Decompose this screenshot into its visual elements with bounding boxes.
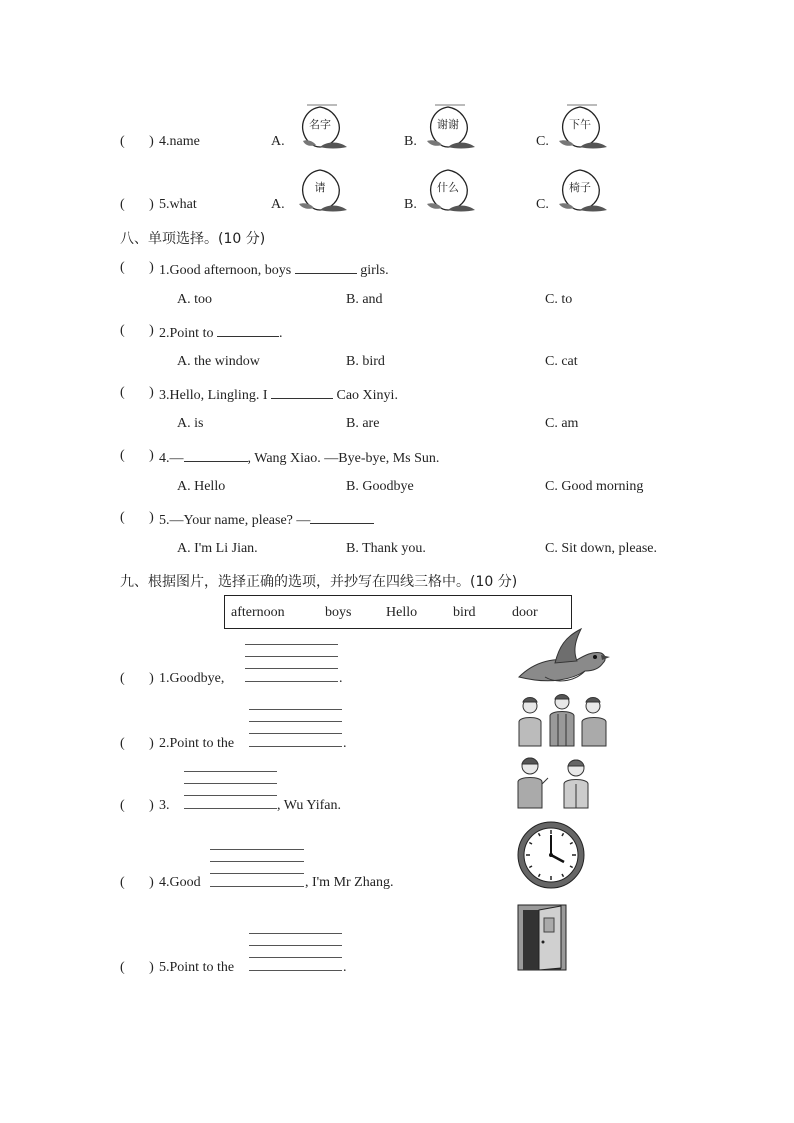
peach-label: 请 xyxy=(314,181,326,194)
question-stem-start: 2.Point to the xyxy=(159,736,235,751)
option-c[interactable]: C. cat xyxy=(545,354,578,369)
word-bank-item: bird xyxy=(453,605,476,620)
peach-label: 椅子 xyxy=(569,181,591,194)
question-stem-end: . xyxy=(339,671,343,686)
option-b[interactable]: B. are xyxy=(346,416,380,431)
option-c[interactable]: C. to xyxy=(545,292,573,307)
peach-option-a[interactable] xyxy=(299,101,349,149)
option-b[interactable]: B. Thank you. xyxy=(346,541,426,556)
word-bank-item: Hello xyxy=(386,605,418,620)
option-c[interactable]: C. Sit down, please. xyxy=(545,541,657,556)
question-stem: 4.name xyxy=(159,134,200,149)
option-a-label: A. xyxy=(271,197,285,212)
peach-label: 下午 xyxy=(569,118,591,131)
answer-paren[interactable]: ( ) xyxy=(120,197,154,212)
question-stem-end: . xyxy=(343,736,347,751)
option-c-label: C. xyxy=(536,134,549,149)
peach-option-c[interactable] xyxy=(559,164,609,212)
question-stem: 4.— , Wang Xiao. —Bye‑bye, Ms Sun. xyxy=(159,448,439,467)
answer-paren[interactable]: ( ) xyxy=(120,510,154,525)
boys-picture-icon xyxy=(516,692,610,748)
answer-blank[interactable] xyxy=(217,323,279,337)
option-a[interactable]: A. Hello xyxy=(177,479,226,494)
option-c-label: C. xyxy=(536,197,549,212)
peach-option-a[interactable] xyxy=(299,164,349,212)
word-bank-item: afternoon xyxy=(231,605,285,620)
section-8-title: 八、单项选择。(10 分) xyxy=(120,231,266,247)
word-bank xyxy=(224,595,572,629)
option-b-label: B. xyxy=(404,134,417,149)
word-bank-item: boys xyxy=(325,605,352,620)
clock-icon xyxy=(516,821,586,889)
answer-paren[interactable]: ( ) xyxy=(120,671,154,686)
peach-option-b[interactable] xyxy=(427,101,477,149)
option-b-label: B. xyxy=(404,197,417,212)
answer-paren[interactable]: ( ) xyxy=(120,260,154,275)
answer-blank[interactable] xyxy=(295,260,357,274)
option-a[interactable]: A. is xyxy=(177,416,204,431)
peach-label: 名字 xyxy=(309,118,331,131)
peach-label: 谢谢 xyxy=(437,118,459,131)
answer-paren[interactable]: ( ) xyxy=(120,134,154,149)
answer-blank[interactable] xyxy=(184,448,248,462)
question-stem-end: , Wu Yifan. xyxy=(277,798,341,813)
option-c[interactable]: C. am xyxy=(545,416,579,431)
option-a-label: A. xyxy=(271,134,285,149)
answer-paren[interactable]: ( ) xyxy=(120,448,154,463)
option-b[interactable]: B. bird xyxy=(346,354,385,369)
option-a[interactable]: A. the window xyxy=(177,354,260,369)
question-stem-end: , I'm Mr Zhang. xyxy=(305,875,394,890)
question-stem: 5.what xyxy=(159,197,197,212)
option-c[interactable]: C. Good morning xyxy=(545,479,644,494)
question-stem-end: . xyxy=(343,960,347,975)
option-b[interactable]: B. Goodbye xyxy=(346,479,414,494)
question-stem: 5.—Your name, please? — xyxy=(159,510,374,529)
question-stem: 1.Good afternoon, boys girls. xyxy=(159,260,389,279)
section-9-title: 九、根据图片，选择正确的选项，并抄写在四线三格中。(10 分) xyxy=(120,574,518,590)
answer-paren[interactable]: ( ) xyxy=(120,736,154,751)
word-bank-item: door xyxy=(512,605,538,620)
question-stem-start: 5.Point to the xyxy=(159,960,235,975)
question-stem: 3.Hello, Lingling. I Cao Xinyi. xyxy=(159,385,398,404)
option-a[interactable]: A. too xyxy=(177,292,212,307)
peach-option-c[interactable] xyxy=(559,101,609,149)
peach-label: 什么 xyxy=(437,181,459,194)
answer-paren[interactable]: ( ) xyxy=(120,323,154,338)
answer-paren[interactable]: ( ) xyxy=(120,798,154,813)
question-stem-start: 3. xyxy=(159,798,170,813)
option-b[interactable]: B. and xyxy=(346,292,383,307)
answer-paren[interactable]: ( ) xyxy=(120,385,154,400)
answer-blank[interactable] xyxy=(310,510,374,524)
answer-blank[interactable] xyxy=(271,385,333,399)
two-boys-greeting-icon xyxy=(516,754,594,810)
question-stem-start: 4.Good xyxy=(159,875,201,890)
door-icon xyxy=(517,904,569,972)
answer-paren[interactable]: ( ) xyxy=(120,875,154,890)
question-stem-start: 1.Goodbye, xyxy=(159,671,225,686)
answer-paren[interactable]: ( ) xyxy=(120,960,154,975)
question-stem: 2.Point to . xyxy=(159,323,282,342)
peach-option-b[interactable] xyxy=(427,164,477,212)
bird-icon xyxy=(515,627,611,687)
option-a[interactable]: A. I'm Li Jian. xyxy=(177,541,258,556)
